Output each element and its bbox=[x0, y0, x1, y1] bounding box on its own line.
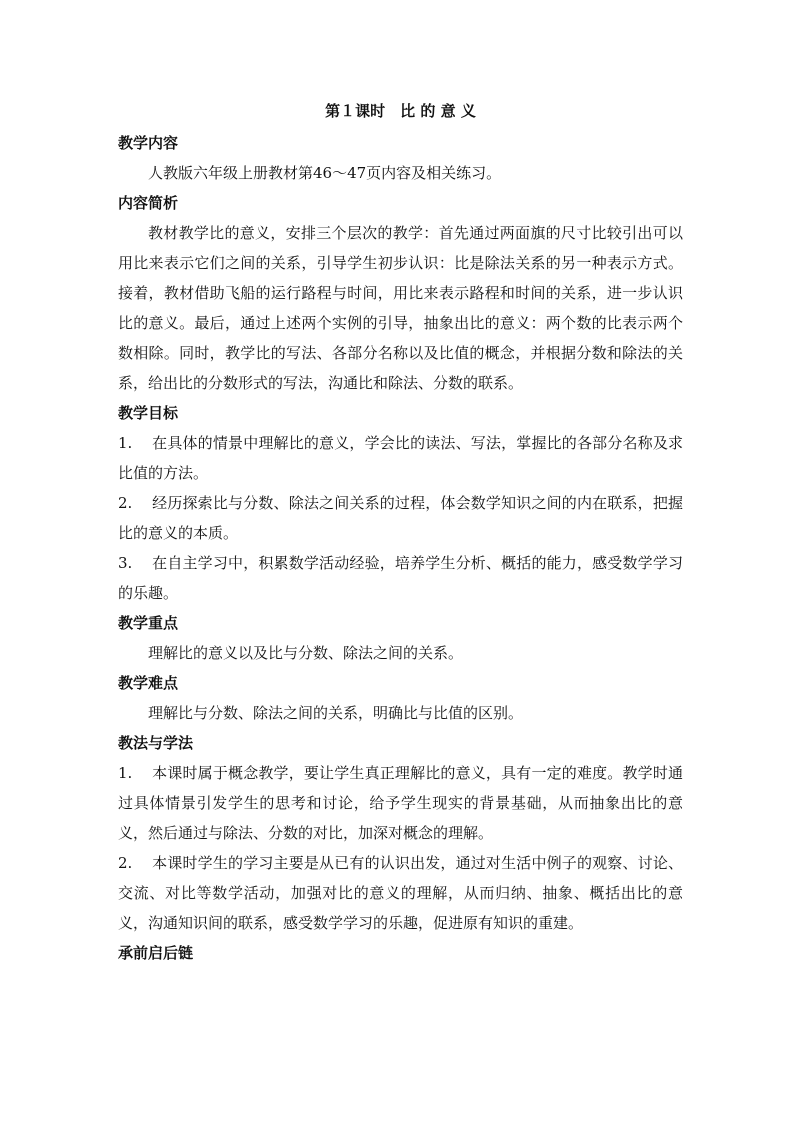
goal-text: 经历探索比与分数、除法之间关系的过程，体会数学知识之间的内在联系，把握比的意义的本质。 bbox=[118, 494, 683, 542]
key-points-paragraph: 理解比的意义以及比与分数、除法之间的关系。 bbox=[148, 644, 464, 662]
section-heading-analysis: 内容简析 bbox=[118, 194, 179, 212]
goal-text: 在自主学习中，积累数学活动经验，培养学生分析、概括的能力，感受数学学习的乐趣。 bbox=[118, 554, 683, 602]
goal-text: 在具体的情景中理解比的意义，学会比的读法、写法，掌握比的各部分名称及求比值的方法。 bbox=[118, 434, 683, 482]
method-item-1 bbox=[118, 758, 683, 848]
difficulties-paragraph: 理解比与分数、除法之间的关系，明确比与比值的区别。 bbox=[148, 704, 524, 722]
section-heading-content: 教学内容 bbox=[118, 134, 179, 152]
method-text: 本课时属于概念教学，要让学生真正理解比的意义，具有一定的难度。教学时通过具体情景引发学生的思考和讨论，给予学生现实的背景基础，从而抽象出比的意义，然后通过与除法、分数的对比，加深对概念的理解。 bbox=[118, 764, 683, 842]
analysis-paragraph: 教材教学比的意义，安排三个层次的教学：首先通过两面旗的尺寸比较引出可以用比来表示它们之间的关系，引导学生初步认识：比是除法关系的另一种表示方式。接着，教材借助飞船的运行路程与时间，用比来表示路程和时间的关系，进一步认识比的意义。最后，通过上述两个实例的引导，抽象出比的意义：两个数的比表示两个数相除。同时，教学比的写法、各部分名称以及比值的概念，并根据分数和除法的关系，给出比的分数形式的写法，沟通比和除法、分数的联系。 bbox=[118, 224, 683, 392]
page-title: 第１课时 比 的 意 义 bbox=[325, 102, 476, 120]
goal-number: 2. bbox=[118, 494, 133, 512]
method-item-2 bbox=[118, 848, 683, 938]
method-text: 本课时学生的学习主要是从已有的认识出发，通过对生活中例子的观察、讨论、交流、对比等数学活动，加强对比的意义的理解，从而归纳、抽象、概括出比的意义，沟通知识间的联系，感受数学学习的乐趣，促进原有知识的重建。 bbox=[118, 854, 683, 932]
goal-item-3 bbox=[118, 548, 683, 608]
method-number: 2. bbox=[118, 854, 133, 872]
goal-item-2 bbox=[118, 488, 683, 548]
goal-number: 1. bbox=[118, 434, 133, 452]
section-heading-difficulties: 教学难点 bbox=[118, 674, 179, 692]
goal-item-1 bbox=[118, 428, 683, 488]
section-heading-goals: 教学目标 bbox=[118, 404, 179, 422]
goal-number: 3. bbox=[118, 554, 133, 572]
section-heading-methods: 教法与学法 bbox=[118, 734, 194, 752]
section-heading-key-points: 教学重点 bbox=[118, 614, 179, 632]
content-paragraph: 人教版六年级上册教材第46～47页内容及相关练习。 bbox=[148, 164, 502, 182]
section-heading-chain: 承前启后链 bbox=[118, 944, 194, 962]
method-number: 1. bbox=[118, 764, 133, 782]
document-page bbox=[118, 98, 683, 968]
